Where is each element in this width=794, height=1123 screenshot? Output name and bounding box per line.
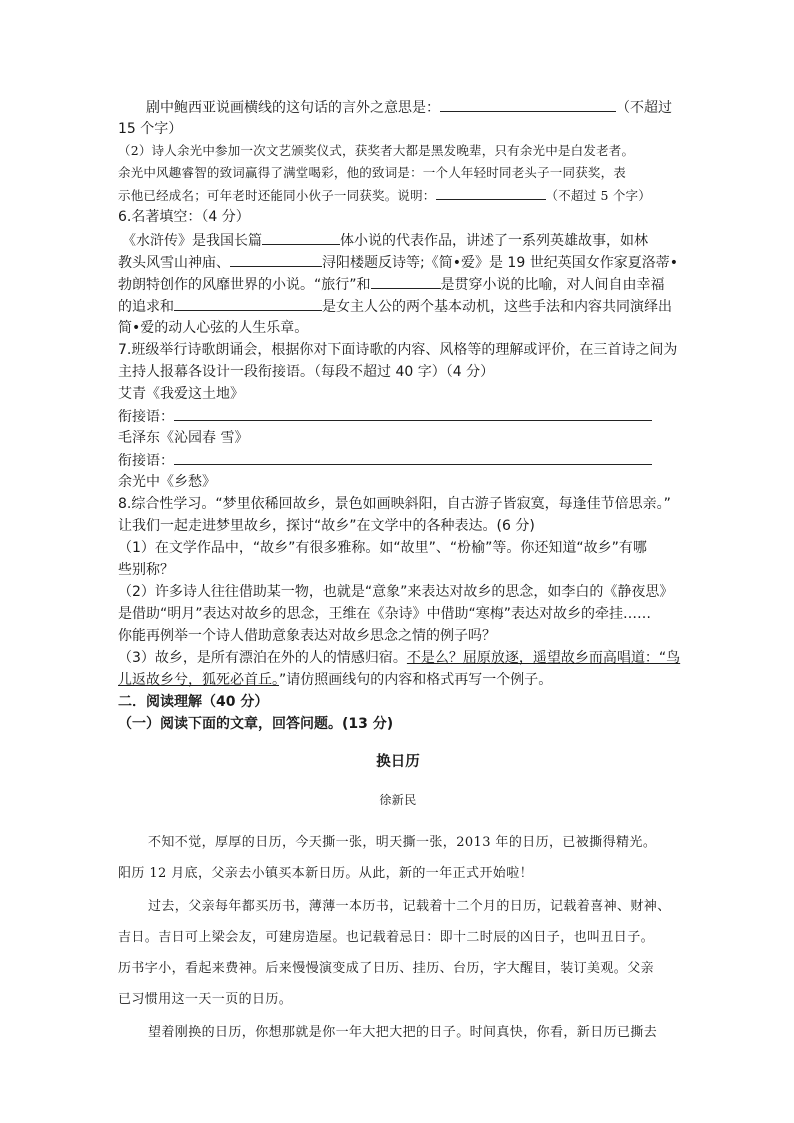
q6-line-3 bbox=[118, 274, 665, 295]
article-p3-line-1: 望着刚换的日历，你想那就是你一年大把大把的日子。时间真快，你看，新日历已撕去 bbox=[148, 1025, 658, 1040]
article-title: 换日历 bbox=[376, 754, 420, 770]
q6-line-1 bbox=[122, 230, 648, 251]
q7-line-1: 7.班级举行诗歌朗诵会，根据你对下面诗歌的内容、风格等的理解或评价，在三首诗之间为 bbox=[118, 342, 678, 358]
q6-heading: 6.名著填空：（4 分） bbox=[118, 209, 250, 225]
article-p2-line-3: 历书字小，看起来费神。后来慢慢演变成了日历、挂历、台历，字大醒目，装订美观。父亲 bbox=[118, 961, 655, 976]
q8-line-2: 让我们一起走进梦里故乡，探讨“故乡”在文学中的各种表达。(6 分) bbox=[118, 518, 535, 534]
q5-line-1 bbox=[146, 97, 672, 118]
q5-sub2-line-2: 余光中风趣睿智的致词赢得了满堂喝彩，他的致词是：一个人年轻时同老头子一同获奖，表 bbox=[118, 165, 627, 180]
q5-text: （不超过 bbox=[616, 100, 672, 116]
answer-blank[interactable] bbox=[174, 296, 322, 311]
q5-sub2-line-1: （2）诗人余光中参加一次文艺颁奖仪式，获奖者大都是黑发晚辈，只有余光中是白发老者。 bbox=[118, 143, 635, 158]
q8-sub1-line-1: （1）在文学作品中，“故乡”有很多雅称。如“故里”、“枌榆”等。你还知道“故乡”有哪 bbox=[118, 540, 647, 556]
answer-blank[interactable] bbox=[262, 230, 340, 245]
q8-sub2-line-2: 是借助“明月”表达对故乡的思念，王维在《杂诗》中借助“寒梅”表达对故乡的牵挂…… bbox=[118, 606, 652, 622]
article-p2-line-4: 已习惯用这一天一页的日历。 bbox=[118, 992, 293, 1007]
q5-line-2: 15 个字） bbox=[118, 121, 183, 137]
q8-text: （3）故乡，是所有漂泊在外的人的情感归宿。 bbox=[118, 650, 407, 666]
q6-text: 是贯穿小说的比喻，对人间自由幸福 bbox=[440, 277, 665, 293]
article-p2-line-2: 吉日。吉日可上梁会友，可建房造屋。也记载着忌日：即十二时辰的凶日子，也叫丑日子。 bbox=[118, 930, 655, 945]
link-line-2 bbox=[118, 450, 652, 471]
poem-title-3: 余光中《乡愁》 bbox=[118, 474, 216, 490]
q6-text: 浔阳楼题反诗等;《简•爱》是 19 世纪英国女作家夏洛蒂• bbox=[322, 255, 678, 271]
q6-text: 的追求和 bbox=[118, 299, 174, 315]
answer-blank[interactable] bbox=[174, 450, 652, 465]
answer-blank[interactable] bbox=[371, 274, 441, 289]
article-author: 徐新民 bbox=[379, 793, 417, 807]
underlined-quote: 不是么？屈原放逐，遥望故乡而高唱道：“鸟 bbox=[406, 650, 681, 666]
article-p1-line-1: 不知不觉，厚厚的日历，今天撕一张，明天撕一张，2013 年的日历，已被撕得精光。 bbox=[148, 835, 657, 850]
q6-text: 勃朗特创作的风靡世界的小说。“旅行”和 bbox=[118, 277, 371, 293]
link-label: 衔接语： bbox=[118, 409, 174, 425]
answer-blank[interactable] bbox=[174, 406, 652, 421]
answer-blank[interactable] bbox=[436, 185, 546, 200]
q6-line-5: 简•爱的动人心弦的人生乐章。 bbox=[118, 320, 309, 336]
q5-text: （不超过 5 个字） bbox=[545, 188, 651, 203]
q6-text: 教头风雪山神庙、 bbox=[118, 255, 230, 271]
q5-text: 示他已经成名；可年老时还能同小伙子一同获奖。说明： bbox=[118, 188, 436, 203]
poem-title-2: 毛泽东《沁园春 雪》 bbox=[118, 430, 249, 446]
section-heading: 二．阅读理解（40 分） bbox=[118, 694, 269, 710]
answer-blank[interactable] bbox=[440, 97, 616, 112]
article-p2-line-1: 过去，父亲每年都买历书，薄薄一本历书，记载着十二个月的日历，记载着喜神、财神、 bbox=[148, 899, 671, 914]
poem-title-1: 艾青《我爱这土地》 bbox=[118, 386, 244, 402]
underlined-quote: 儿返故乡兮，狐死必首丘。 bbox=[118, 672, 279, 688]
q6-line-2 bbox=[118, 252, 678, 273]
q6-line-4 bbox=[118, 296, 672, 317]
link-label: 衔接语： bbox=[118, 453, 174, 469]
q8-line-1: 8.综合性学习。“梦里依稀回故乡，景色如画映斜阳，自古游子皆寂寞，每逢佳节倍思亲。” bbox=[118, 496, 671, 512]
q8-text: ”请仿照画线句的内容和格式再写一个例子。 bbox=[279, 672, 553, 688]
q7-line-2: 主持人报幕各设计一段衔接语。（每段不超过 40 字）（4 分） bbox=[118, 364, 495, 380]
q8-sub3-line-2 bbox=[118, 670, 552, 690]
q8-sub2-line-3: 你能再例举一个诗人借助意象表达对故乡思念之情的例子吗？ bbox=[118, 628, 496, 644]
q6-text: 是女主人公的两个基本动机，这些手法和内容共同演绎出 bbox=[322, 299, 672, 315]
subsection-heading: （一）阅读下面的文章，回答问题。(13 分) bbox=[118, 716, 394, 732]
link-line-1 bbox=[118, 406, 652, 427]
q8-sub3-line-1 bbox=[118, 648, 680, 668]
q8-sub2-line-1: （2）许多诗人往往借助某一物，也就是“意象”来表达对故乡的思念，如李白的《静夜思》 bbox=[118, 584, 674, 600]
article-p1-line-2: 阳历 12 月底，父亲去小镇买本新日历。从此，新的一年正式开始啦！ bbox=[118, 866, 534, 881]
q6-text: 《水浒传》是我国长篇 bbox=[122, 233, 262, 249]
q8-sub1-line-2: 些别称？ bbox=[118, 562, 174, 578]
q5-sub2-line-3 bbox=[118, 185, 651, 206]
q5-text: 剧中鲍西亚说画横线的这句话的言外之意思是： bbox=[146, 100, 440, 116]
answer-blank[interactable] bbox=[230, 252, 322, 267]
q6-text: 体小说的代表作品，讲述了一系列英雄故事，如林 bbox=[340, 233, 648, 249]
